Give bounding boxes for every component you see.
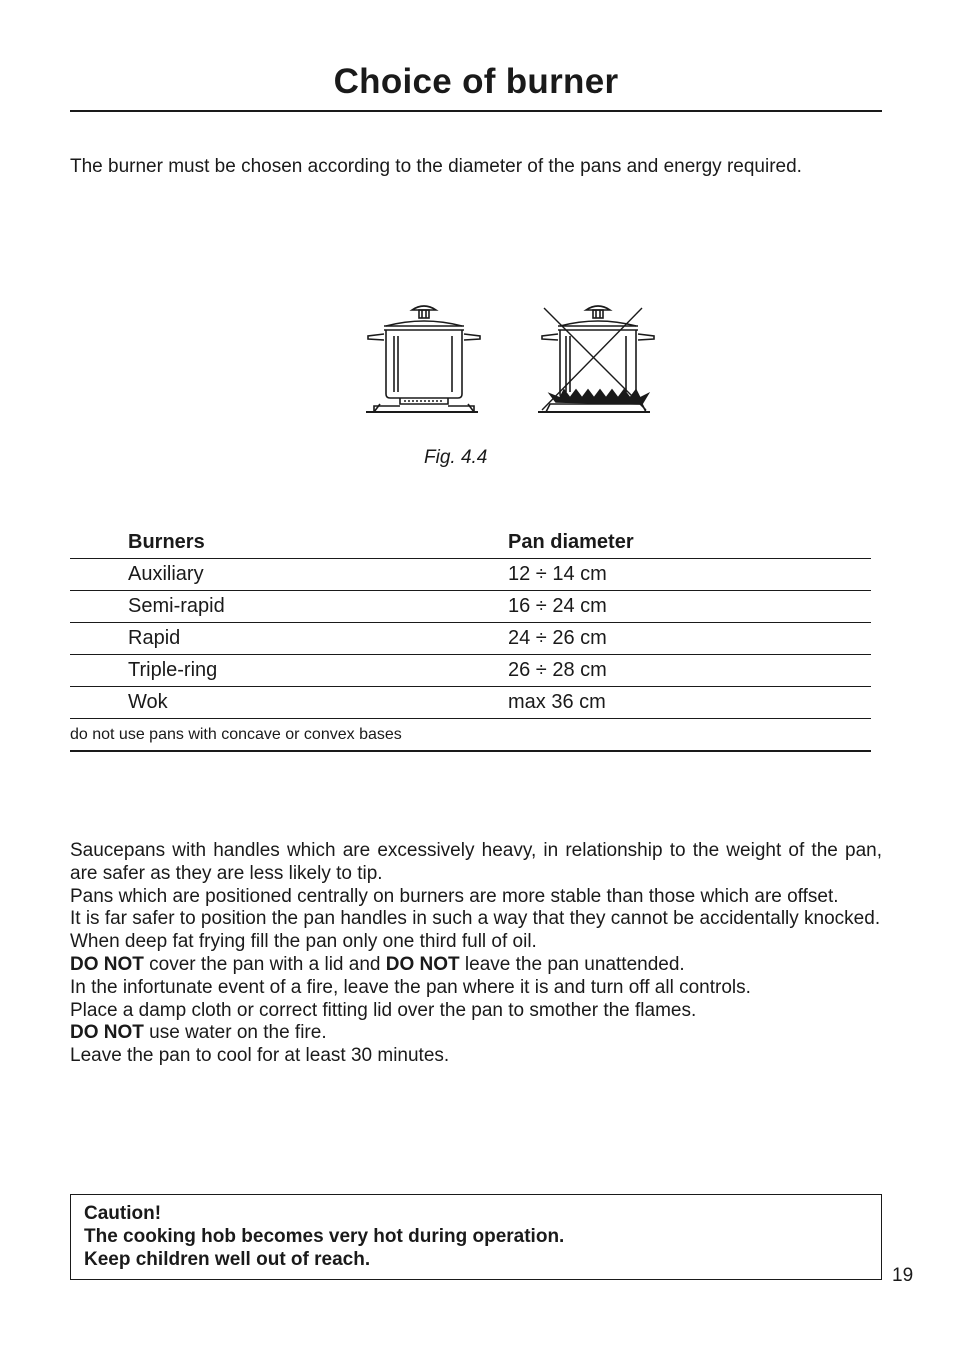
header-pan-diameter: Pan diameter: [508, 527, 871, 559]
paragraph: Saucepans with handles which are excessively heavy, in relationship to the weight of the pan, are safer as they are less likely to tip.: [70, 840, 882, 884]
burner-name: Triple-ring: [70, 655, 508, 687]
page-number: 19: [892, 1265, 914, 1286]
paragraph: It is far safer to position the pan handles in such a way that they cannot be accidentally knocked.: [70, 908, 881, 930]
table-note: do not use pans with concave or convex bases: [70, 719, 871, 752]
safety-text: [70, 840, 882, 1068]
incorrect-pan-drawing: [538, 306, 654, 412]
paragraph: [70, 954, 882, 977]
paragraph: Place a damp cloth or correct fitting lid over the pan to smother the flames.: [70, 999, 697, 1021]
table-row: [70, 687, 871, 719]
paragraph: When deep fat frying fill the pan only one third full of oil.: [70, 931, 537, 953]
correct-pan-drawing: [366, 306, 480, 412]
warning-emphasis: DO NOT: [385, 953, 460, 975]
table-row: [70, 655, 871, 687]
title-divider: [70, 110, 882, 112]
paragraph: Leave the pan to cool for at least 30 minutes.: [70, 1045, 450, 1067]
intro-text: The burner must be chosen according to the diameter of the pans and energy required.: [70, 156, 802, 177]
paragraph-text: leave the pan unattended.: [459, 953, 685, 975]
burner-table: [70, 527, 871, 752]
pan-diameter: 24 ÷ 26 cm: [508, 623, 871, 655]
header-burners: Burners: [70, 527, 508, 559]
caution-heading: Caution!: [84, 1203, 162, 1224]
paragraph-text: use water on the fire.: [143, 1022, 327, 1044]
page-title: Choice of burner: [333, 62, 619, 101]
pan-diameter: max 36 cm: [508, 687, 871, 719]
table-header-row: [70, 527, 871, 559]
pan-diameter: 12 ÷ 14 cm: [508, 559, 871, 591]
caution-line: The cooking hob becomes very hot during operation.: [84, 1225, 565, 1247]
caution-line: Keep children well out of reach.: [84, 1248, 371, 1270]
pan-diameter: 26 ÷ 28 cm: [508, 655, 871, 687]
warning-emphasis: DO NOT: [70, 1022, 144, 1044]
burner-name: Rapid: [70, 623, 508, 655]
warning-emphasis: DO NOT: [70, 953, 144, 975]
table-row: [70, 591, 871, 623]
caution-box: [70, 1194, 882, 1280]
table-row: [70, 559, 871, 591]
burner-name: Semi-rapid: [70, 591, 508, 623]
paragraph-text: cover the pan with a lid and: [143, 953, 386, 975]
paragraph: Pans which are positioned centrally on burners are more stable than those which are offset.: [70, 885, 839, 907]
figure-caption: Fig. 4.4: [424, 447, 488, 468]
paragraph: [70, 1022, 882, 1045]
burner-name: Auxiliary: [70, 559, 508, 591]
table-row: [70, 623, 871, 655]
paragraph: In the infortunate event of a fire, leave the pan where it is and turn off all controls.: [70, 976, 751, 998]
pan-burner-illustration: [360, 298, 660, 418]
burner-name: Wok: [70, 687, 508, 719]
pan-diameter: 16 ÷ 24 cm: [508, 591, 871, 623]
table-note-row: [70, 719, 871, 752]
